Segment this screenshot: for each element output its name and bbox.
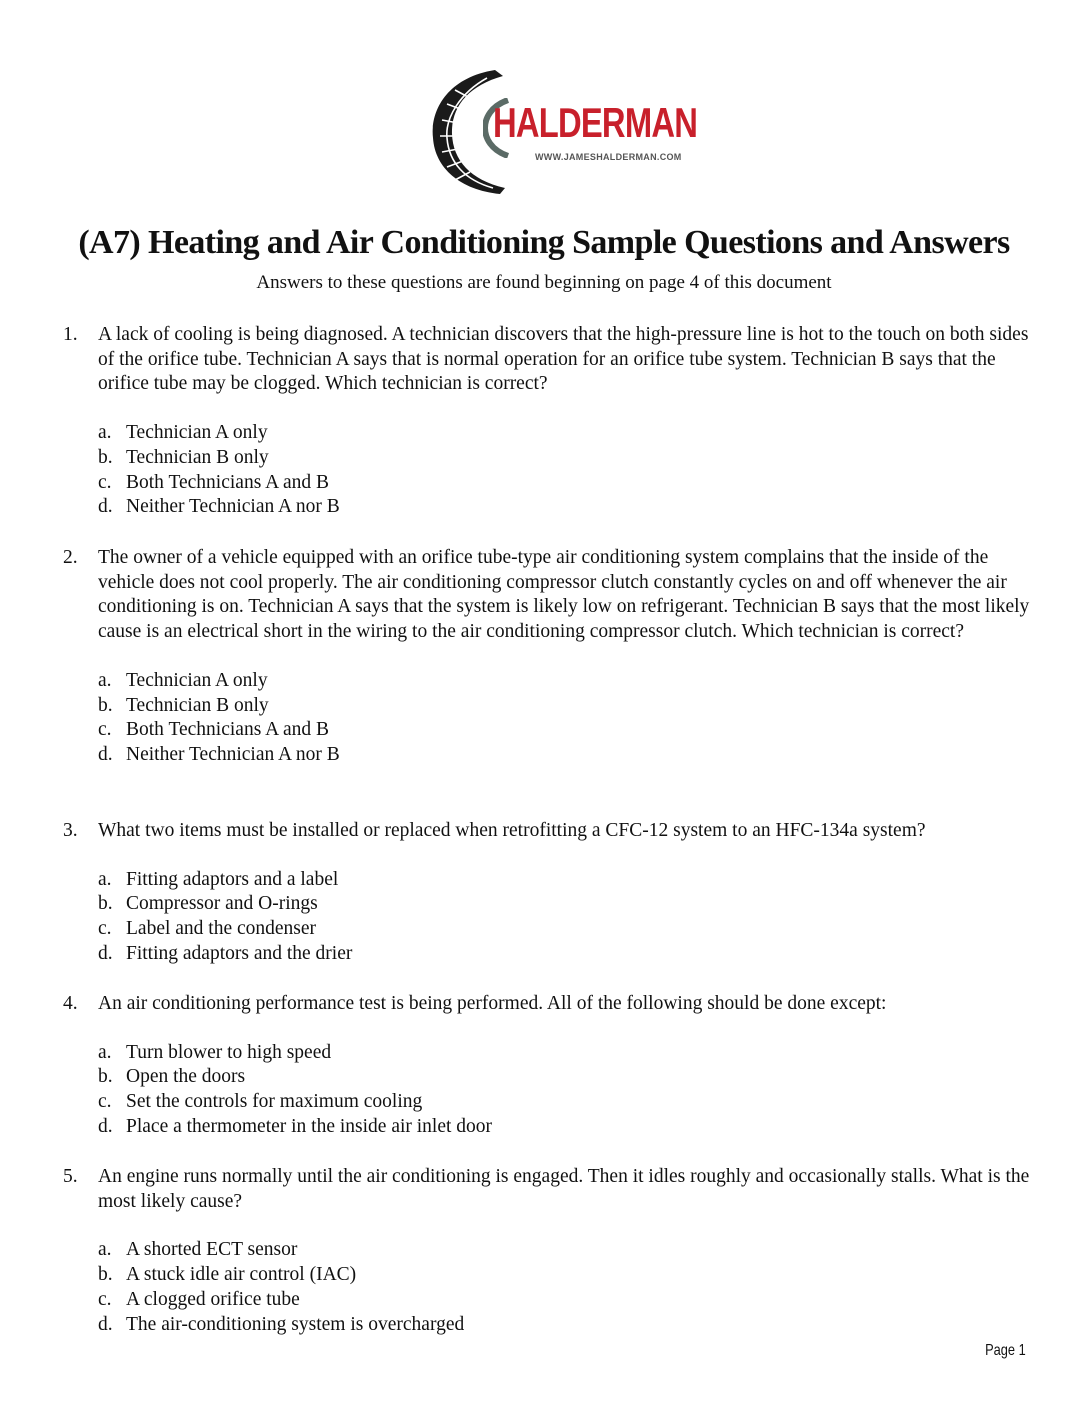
answer-option [98,1288,1038,1313]
option-letter: c. [98,719,112,741]
question-text: The owner of a vehicle equipped with an orifice tube-type air conditioning system complains that the inside of the vehicle does not cool properly. The air conditioning compressor clutch constantly cycles on and off whenever the air conditioning is on. Technician A says that the system is likely low on refrigerant. Technician B says that the most likely cause is an electrical short in the wiring to the air conditioning compressor clutch. Which technician is correct? [98,547,1030,643]
option-text: Technician B only [126,694,269,716]
question-text: A lack of cooling is being diagnosed. A technician discovers that the high-pressure line is hot to the touch on both sides of the orifice tube. Technician A says that is normal operation for an orifice tube system. Technician B says that the orifice tube may be clogged. Which technician is correct? [98,324,1029,395]
answer-option [98,471,1038,496]
answer-options [98,669,1038,768]
answer-options [98,421,1038,520]
option-letter: b. [98,446,113,468]
question-5 [63,1165,1038,1337]
question-2 [63,546,1038,768]
answer-option [98,1263,1038,1288]
page-number: Page 1 [985,1342,1026,1359]
option-text: Neither Technician A nor B [126,496,340,518]
question-1 [63,323,1038,520]
option-text: Label and the condenser [126,918,317,940]
option-letter: a. [98,669,112,691]
question-3 [63,819,1038,967]
answer-option [98,942,1038,967]
answer-option [98,868,1038,893]
answer-option [98,1313,1038,1338]
question-text: An air conditioning performance test is being performed. All of the following should be done except: [98,993,887,1014]
option-text: Fitting adaptors and the drier [126,942,353,964]
option-text: Set the controls for maximum cooling [126,1091,423,1113]
answer-option [98,1115,1038,1140]
option-letter: c. [98,918,112,940]
option-letter: a. [98,1041,112,1063]
option-letter: c. [98,1091,112,1113]
answer-option [98,421,1038,446]
answer-option [98,1041,1038,1066]
logo-brand-text: HALDERMAN [493,99,698,146]
answer-option [98,718,1038,743]
option-letter: b. [98,893,113,915]
question-number: 2. [63,547,78,568]
option-text: Technician B only [126,446,269,468]
option-text: A clogged orifice tube [126,1288,300,1310]
option-text: Turn blower to high speed [126,1041,332,1063]
option-text: Open the doors [126,1066,246,1088]
option-text: A shorted ECT sensor [126,1239,298,1261]
option-letter: d. [98,743,113,765]
question-number: 4. [63,993,78,1014]
option-letter: b. [98,694,113,716]
option-text: Neither Technician A nor B [126,743,340,765]
question-number: 5. [63,1166,78,1187]
answer-option [98,446,1038,471]
option-text: Compressor and O-rings [126,893,318,915]
option-letter: b. [98,1264,113,1286]
answer-option [98,1090,1038,1115]
answer-option [98,495,1038,520]
answer-option [98,1238,1038,1263]
question-text: What two items must be installed or replaced when retrofitting a CFC-12 system to an HFC-134a system? [98,820,926,841]
answer-option [98,917,1038,942]
answer-option [98,669,1038,694]
option-letter: d. [98,1313,113,1335]
option-letter: a. [98,422,112,444]
option-letter: a. [98,1239,112,1261]
answer-options [98,1238,1038,1337]
page-title: (A7) Heating and Air Conditioning Sample Questions and Answers [78,224,1010,261]
question-number: 1. [63,324,78,345]
option-letter: c. [98,1288,112,1310]
option-letter: b. [98,1066,113,1088]
option-text: Fitting adaptors and a label [126,868,339,890]
answer-option [98,1065,1038,1090]
question-4 [63,992,1038,1140]
option-letter: d. [98,1115,113,1137]
halderman-logo [425,68,698,198]
option-text: Both Technicians A and B [126,719,330,741]
option-text: A stuck idle air control (IAC) [126,1264,357,1286]
answer-options [98,868,1038,967]
question-number: 3. [63,820,78,841]
answer-option [98,892,1038,917]
option-text: Technician A only [126,669,268,691]
option-text: Technician A only [126,422,268,444]
option-text: Place a thermometer in the inside air inlet door [126,1115,493,1137]
option-letter: d. [98,942,113,964]
logo-url-text: WWW.JAMESHALDERMAN.COM [535,152,682,162]
question-text: An engine runs normally until the air conditioning is engaged. Then it idles roughly and occasionally stalls. What is the most likely cause? [98,1166,1030,1212]
option-letter: c. [98,471,112,493]
option-letter: d. [98,496,113,518]
answer-option [98,694,1038,719]
answer-options [98,1041,1038,1140]
option-letter: a. [98,868,112,890]
page-subtitle: Answers to these questions are found beginning on page 4 of this document [256,272,832,293]
option-text: Both Technicians A and B [126,471,330,493]
option-text: The air-conditioning system is overcharged [126,1313,465,1335]
answer-option [98,743,1038,768]
